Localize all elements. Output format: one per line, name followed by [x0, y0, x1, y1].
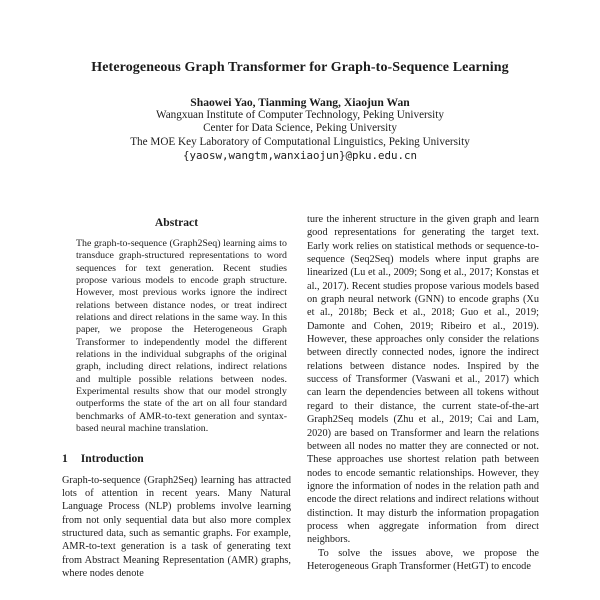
affiliation-line-2: Center for Data Science, Peking University [203, 122, 397, 135]
left-column [62, 216, 291, 580]
affiliation-line-3: The MOE Key Laboratory of Computational Linguistics, Peking University [130, 135, 470, 148]
affiliation-line-1: Wangxuan Institute of Computer Technology, Peking University [156, 109, 444, 121]
introduction-section-heading [62, 452, 291, 465]
section-number: 1 [62, 451, 68, 465]
authors-line: Shaowei Yao, Tianming Wang, Xiaojun Wan [190, 96, 410, 109]
paper-title: Heterogeneous Graph Transformer for Graph-to-Sequence Learning [91, 60, 509, 75]
section-title: Introduction [80, 451, 144, 465]
abstract-body: The graph-to-sequence (Graph2Seq) learning aims to transduce graph-structured representations to word sequences for text generation. Recent studies propose various models to encode graph structure. However, most previous works ignore the indirect relations between distance nodes, or treat indirect relations and direct relations in the same way. In this paper, we propose the Heterogeneous Graph Transformer to independently model the different relations in the individual subgraphs of the original graph, including direct relations, indirect relations and multiple possible relations between nodes. Experimental results show that our model strongly outperforms the state of the art on all four standard benchmarks of AMR-to-text generation and syntax-based neural machine translation. [76, 238, 287, 435]
email-line: {yaosw,wangtm,wanxiaojun}@pku.edu.cn [182, 149, 417, 163]
introduction-paragraph: Graph-to-sequence (Graph2Seq) learning has attracted lots of attention in recent years. Many Natural Language Process (NLP) problems involve learning from not only sequential data but also more complex structured data, such as semantic graphs. For example, AMR-to-text generation is a task of generating text from Abstract Meaning Representation (AMR) graphs, where nodes denote [62, 474, 291, 579]
right-column-paragraph-1: ture the inherent structure in the given graph and learn good representations for generating the target text. Early work relies on statistical methods or sequence-to-sequence (Seq2Seq) models where input graphs are linearized (Lu et al., 2009; Song et al., 2017; Konstas et al., 2017). Recent studies propose various models based on graph neural network (GNN) to encode graphs (Xu et al., 2018b; Beck et al., 2018; Guo et al., 2019; Damonte and Cohen, 2019; Ribeiro et al., 2019). However, these approaches only consider the relations between directly connected nodes, ignore the indirect relations between distance nodes. Inspired by the success of Transformer (Vaswani et al., 2017) which can learn the dependencies between all tokens without regard to their distance, the current state-of-the-art Graph2Seq models (Zhu et al., 2019; Cai and Lam, 2020) are based on Transformer and learn the relations between all nodes no matter they are connected or not. These approaches use shortest relation path between nodes to encode semantic relationships. However, they ignore the information of nodes in the relation path and encode the direct relations and indirect relations without distinction. It may disturb the information propagation process when aggregate information from direct neighbors. [307, 214, 539, 546]
right-column-paragraph-2: To solve the issues above, we propose the Heterogeneous Graph Transformer (HetGT) to encode [307, 547, 539, 572]
right-column [307, 213, 539, 573]
abstract-heading: Abstract [154, 216, 199, 229]
paper-header [0, 60, 600, 163]
